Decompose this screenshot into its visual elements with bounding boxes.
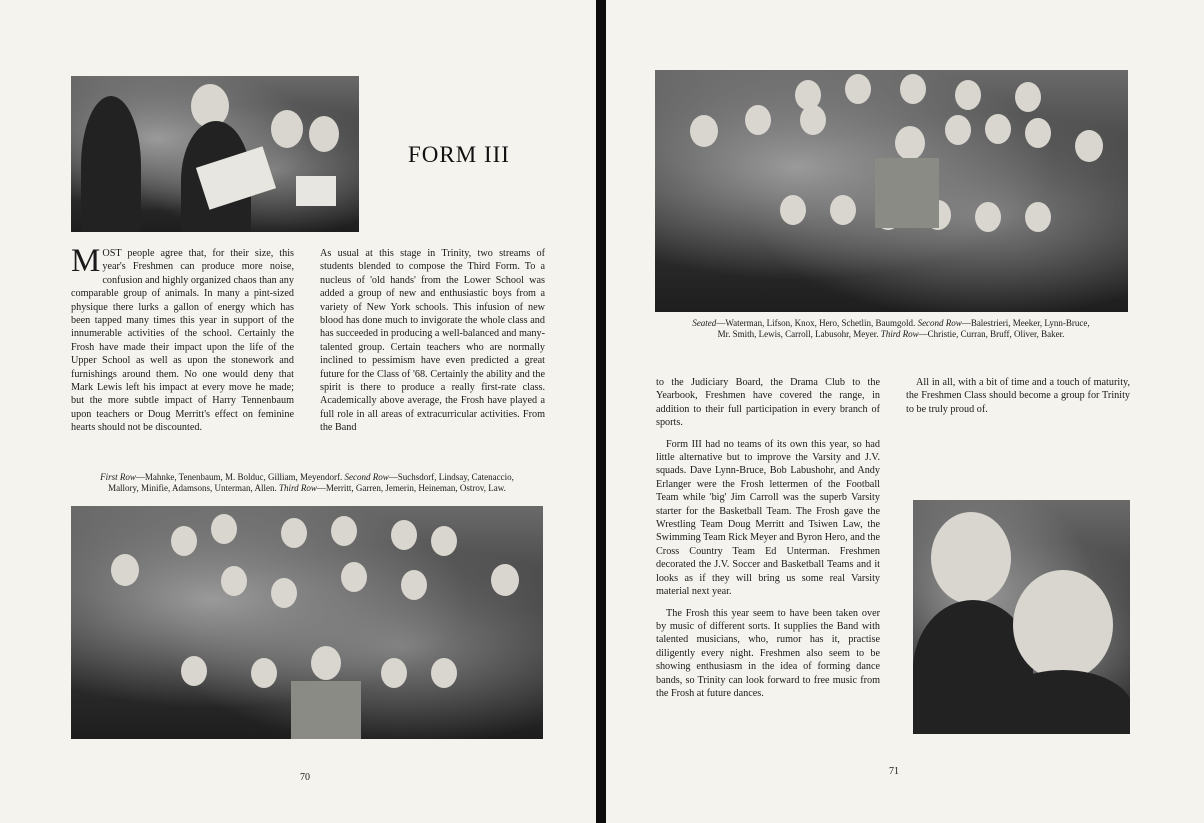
drop-cap: M [71, 243, 101, 279]
photo-caption-2: Seated—Waterman, Lifson, Knox, Hero, Schetlin, Baumgold. Second Row—Balestrieri, Meeker, Lynn-Bruce, Mr. Smith, Lewis, Carroll, Labusohr, Meyer. Third Row—Christie, Curran, Bruff, Oliver, Baker. [692, 318, 1090, 339]
page-number: 71 [889, 766, 899, 777]
classroom-photo [71, 76, 359, 232]
page-number: 70 [300, 772, 310, 783]
body-paragraph: Form III had no teams of its own this year, so had little alternative but to improve the Varsity and J.V. squads. Dave Lynn-Bruce, Bob Labushohr, and Andy Erlanger were the Frosh lettermen of the Football Team while 'big' Jim Carroll was the superb Varsity starter for the Basketball Team. The Frosh gave the Wrestling Team Doug Merritt and Tsiwen Law, the Swimming Team Rick Meyer and Byron Hero, and the Cross Country Team Ed Unterman. Freshmen decorated the J.V. Soccer and Basketball Teams and it looks as if they will bring us some real Varsity material next year. [656, 438, 880, 598]
right-page [606, 0, 1204, 823]
body-text: As usual at this stage in Trinity, two streams of students blended to compose the Third Form. To a nucleus of 'old hands' from the Lower School was added a group of new and enthusiastic boys from a variety of New York schools. This infusion of new blood has done much to invigorate the whole class and has succeeded in producing a well-balanced and many-talented group. Certain teachers who are normally inclined to pessimism have even predicted a great future for the Class of '68. Certainly the ability and the spirit is there to produce a really first-rate class. Academically above average, the Frosh have played a full role in all areas of extracurricular activities. From the Band [320, 248, 545, 434]
body-column-2 [320, 247, 545, 443]
group-photo [71, 506, 543, 739]
body-column-4 [906, 376, 1130, 424]
body-paragraph: The Frosh this year seem to have been taken over by music of different sorts. It supplies the Band with talented musicians, who, rumor has it, practise diligently every night. Freshmen also seem to be showing enthusiasm in the idea of forming dance bands, so Trinity can look forward to free music from the Frosh at future dances. [656, 607, 880, 699]
body-paragraph: to the Judiciary Board, the Drama Club to the Yearbook, Freshmen have covered the range, in addition to their full participation in every branch of sports. [656, 377, 880, 429]
body-text: OST people agree that, for their size, this year's Freshmen can produce more noise, confusion and highly organized chaos than any comparable group of animals. In many a pint-sized physique there lurks a gallon of energy which has been tapped many times this year in support of the innumerable activities of the school. Certainly the Frosh have made their impact upon the life of the Upper School as well as upon the stonework and furnishings around them. No one would deny that Mark Lewis left his impact at every move he made; but the more subtle impact of Harry Tennenbaum upon teachers or Doug Merritt's effect on feminine hearts should not be discounted. [71, 248, 294, 434]
body-paragraph: All in all, with a bit of time and a touch of maturity, the Freshmen Class should become a group for Trinity to be truly proud of. [906, 377, 1130, 415]
photo-caption: First Row—Mahnke, Tenenbaum, M. Bolduc, Gilliam, Meyendorf. Second Row—Suchsdorf, Lindsay, Catenaccio, Mallory, Minifie, Adamsons, Unterman, Allen. Third Row—Merritt, Garren, Jemerin, Heineman, Ostrov, Law. [100, 472, 514, 493]
laughing-students-photo [913, 500, 1130, 734]
book-spine [596, 0, 606, 823]
body-column-3 [656, 376, 880, 708]
body-column-1 [71, 243, 294, 443]
page-title: FORM III [408, 142, 510, 167]
group-photo-2 [655, 70, 1128, 312]
left-page [0, 0, 596, 823]
